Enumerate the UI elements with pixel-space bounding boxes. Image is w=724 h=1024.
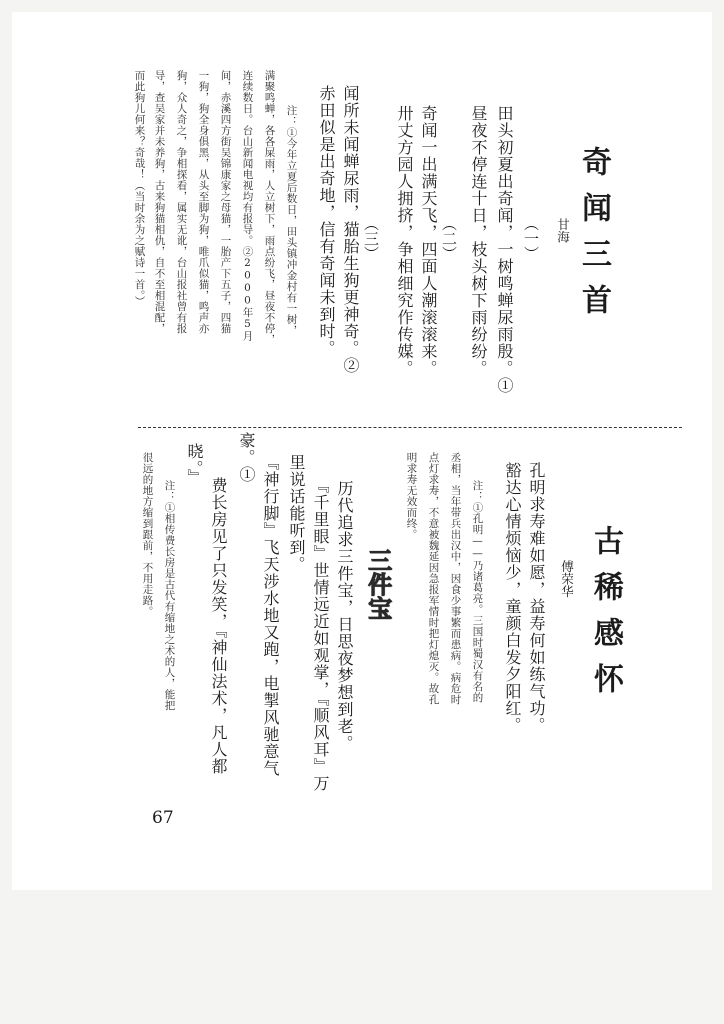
poem3-note-line: 很远的地方缩到跟前，不用走路。 [141,452,154,617]
poem2-note-line: 注：①孔明——乃诸葛亮。三国时蜀汉有名的 [471,480,484,703]
poem3-line2: 『千里眼』世情远近如观掌，『顺风耳』万 [311,477,330,792]
poem1-note-line: 狗，众人奇之，争相探看，属实无讹，台山报社曾有报 [175,70,188,334]
book-page [12,12,712,890]
poem1-part3-line2: 赤田似是出奇地，信有奇闻未到时。 [317,85,336,357]
poem3-title: 三件宝 [363,548,393,620]
poem3-line5: 豪。① [237,432,256,483]
poem2-line1: 孔明求寿难如愿，益寿何如练气功。 [527,462,546,734]
poem3-note-line: 注：①相传费长房是古代有缩地之术的人，能把 [163,480,176,711]
poem1-note-line: 间，赤溪四方街吴锦康家之母猫，一胎产下五子，四猫 [219,70,232,334]
poem1-part2-marker: （二） [440,216,458,261]
poem3-line6: 费长房见了只发笑，『神仙法术，凡人都 [209,477,228,775]
poem1-note-line: 注：①今年立夏后数日，田头镇冲金村有一树， [285,105,298,336]
poem2-note-line: 点灯求寿，不意被魏延因急报军情时把灯熄灭。故孔 [427,452,440,705]
poem1-part1-marker: （一） [522,216,540,261]
poem2-note-line: 明求寿无效而终。 [405,452,418,540]
poem2-title: 古稀感怀 [588,525,623,709]
poem1-author: 甘海 [555,218,571,243]
poem1-note-line: 一狗，狗全身俱黑，从头至脚为狗，唯爪似猫，鸣声亦 [197,70,210,334]
poem1-part1-line1: 田头初夏出奇闻，一树鸣蝉尿雨殷。① [495,105,514,394]
poem2-author: 傅荣华 [559,560,575,598]
poem1-note-line: 导，查吴家并未养狗，古来狗猫相仇，自不至相混配， [153,70,166,334]
poem2-line2: 豁达心情烦恼少，童颜白发夕阳红。 [503,462,522,734]
poem1-title: 奇闻三首 [576,146,611,330]
page-number: 67 [152,808,174,828]
section-divider [138,427,682,428]
poem1-part3-marker: （三） [362,216,380,261]
poem3-line7: 晓。』 [185,443,204,486]
poem1-note-line: 连续数日。台山新闻电视均有报导。②2000年5月 [241,70,254,342]
poem2-note-line: 丞相，当年带兵出汉中，因食少事繁而患病。病危时 [449,452,462,705]
poem1-part1-line2: 昼夜不停连十日，枝头树下雨纷纷。 [469,105,488,377]
poem3-line3: 里说话能听到。 [287,454,306,573]
poem1-part2-line2: 卅丈方园人拥挤，争相细究作传媒。 [395,105,414,377]
poem3-line1: 历代追求三件宝，日思夜梦想到老。 [335,480,354,752]
poem1-part3-line1: 闻所未闻蝉尿雨，猫胎生狗更神奇。② [341,85,360,374]
poem3-line4: 『神行脚』飞天涉水地又跑，电掣风驰意气 [261,454,280,777]
poem1-note-line: 满聚鸣蝉，各各屎雨，人立树下，雨点纷飞，昼夜不停， [263,70,276,345]
poem1-part2-line1: 奇闻一出满天飞，四面人潮滚滚来。 [419,105,438,377]
poem1-note-line: 而此狗儿何来？奇哉！（当时余为之赋诗一首。） [133,70,146,307]
